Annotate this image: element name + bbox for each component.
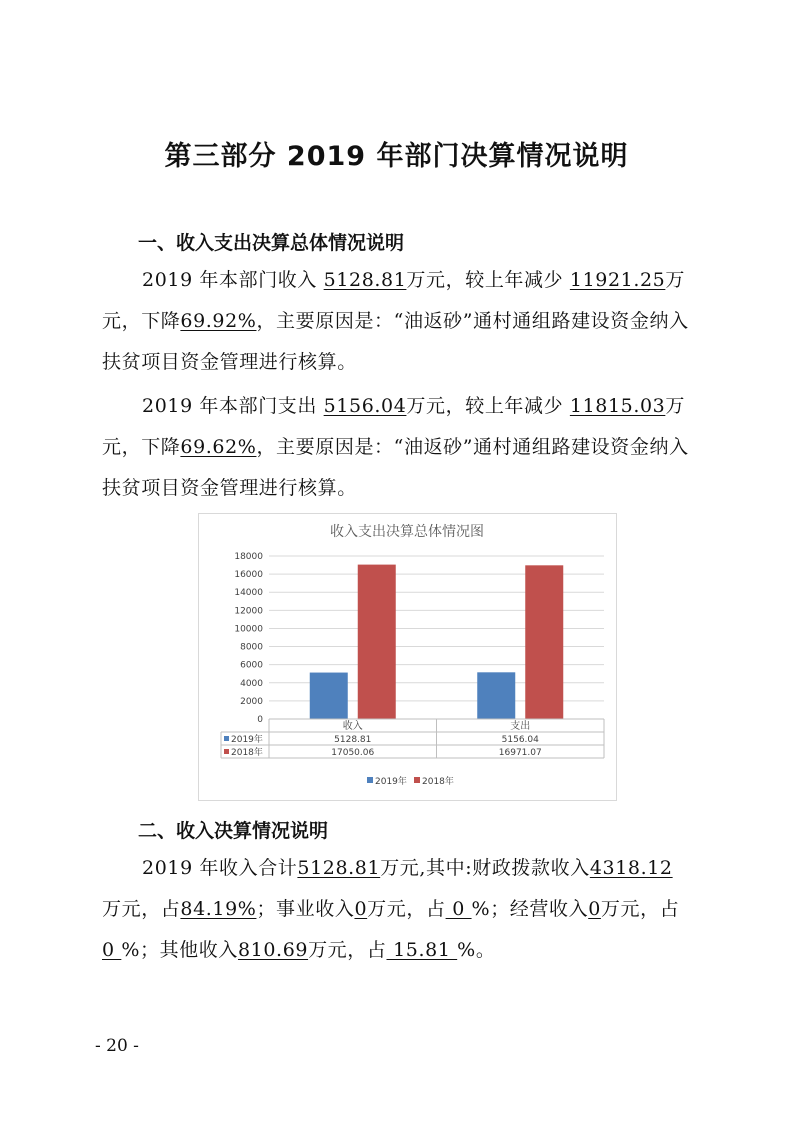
fiscal-allocation-share: 84.19% xyxy=(180,898,257,920)
section-1-heading: 一、收入支出决算总体情况说明 xyxy=(138,232,405,254)
text: 万元,其中:财政拨款收入 xyxy=(380,857,590,879)
income-expenditure-chart xyxy=(198,513,617,801)
expenditure-paragraph xyxy=(102,386,692,509)
text: 万元，下降 xyxy=(102,395,685,458)
chart-svg xyxy=(199,514,616,800)
text: 万元，占 xyxy=(367,898,446,920)
bar-2019年-支出 xyxy=(477,672,515,719)
page-title: 第三部分 2019 年部门决算情况说明 xyxy=(164,141,629,172)
expenditure-decrease-value: 11815.03 xyxy=(569,395,666,417)
y-tick-label: 18000 xyxy=(234,552,263,562)
business-income-value: 0 xyxy=(354,898,368,920)
other-income-value: 810.69 xyxy=(237,939,309,961)
y-tick-label: 0 xyxy=(257,715,263,725)
expenditure-decrease-rate: 69.62% xyxy=(180,436,257,458)
text: ，主要原因是：“油返砂”通村通组路建设资金纳入扶贫项目资金管理进行核算。 xyxy=(102,310,689,373)
bar-2018年-支出 xyxy=(525,565,563,719)
income-decrease-rate: 69.92% xyxy=(180,310,257,332)
data-table-value: 16971.07 xyxy=(498,748,542,758)
y-tick-label: 16000 xyxy=(234,570,263,581)
text: %；经营收入 xyxy=(471,898,589,920)
text: ，主要原因是：“油返砂”通村通组路建设资金纳入扶贫项目资金管理进行核算。 xyxy=(102,436,689,499)
data-table-value: 17050.06 xyxy=(331,748,375,758)
page-number: - 20 - xyxy=(95,1036,139,1056)
table-legend-key xyxy=(224,736,229,741)
operating-income-value: 0 xyxy=(588,898,601,920)
category-label: 支出 xyxy=(510,721,531,732)
y-tick-label: 14000 xyxy=(234,588,263,599)
text: 2019 年本部门支出 xyxy=(142,395,324,417)
text: 2019 年收入合计 xyxy=(142,857,298,879)
y-tick-label: 2000 xyxy=(240,696,263,707)
table-legend-key xyxy=(224,749,229,754)
text: 2019 年本部门收入 xyxy=(142,269,324,291)
text: 万元，下降 xyxy=(102,269,685,332)
expenditure-value: 5156.04 xyxy=(323,395,407,417)
section-2-heading: 二、收入决算情况说明 xyxy=(138,820,329,842)
table-series-label: 2018年 xyxy=(231,748,263,758)
operating-income-share: 0 xyxy=(102,939,122,961)
table-series-label: 2019年 xyxy=(231,735,263,745)
y-tick-label: 10000 xyxy=(234,624,263,635)
legend-key xyxy=(367,777,373,783)
total-income-value: 5128.81 xyxy=(297,857,381,879)
other-income-share: 15.81 xyxy=(386,939,458,961)
legend-key xyxy=(414,777,420,783)
chart-title: 收入支出决算总体情况图 xyxy=(330,524,484,540)
bar-2018年-收入 xyxy=(358,565,396,719)
text: 万元，占 xyxy=(600,898,680,920)
data-table-value: 5128.81 xyxy=(334,735,372,745)
text: 万元，较上年减少 xyxy=(406,269,570,291)
text: %。 xyxy=(457,939,496,961)
legend-label: 2018年 xyxy=(422,777,454,787)
fiscal-allocation-value: 4318.12 xyxy=(589,857,673,879)
y-tick-label: 4000 xyxy=(240,678,263,689)
category-label: 收入 xyxy=(342,721,363,732)
y-tick-label: 12000 xyxy=(234,606,263,617)
y-tick-label: 6000 xyxy=(240,660,263,671)
business-income-share: 0 xyxy=(445,898,472,920)
income-breakdown-paragraph xyxy=(102,848,692,971)
text: 万元，较上年减少 xyxy=(406,395,570,417)
text: 万元，占 xyxy=(308,939,387,961)
text: %；其他收入 xyxy=(121,939,238,961)
text: ；事业收入 xyxy=(256,898,355,920)
income-value: 5128.81 xyxy=(323,269,407,291)
text: 万元，占 xyxy=(102,898,181,920)
bar-2019年-收入 xyxy=(310,673,348,719)
y-tick-label: 8000 xyxy=(240,642,263,653)
data-table-value: 5156.04 xyxy=(501,735,539,745)
income-paragraph xyxy=(102,260,692,383)
income-decrease-value: 11921.25 xyxy=(569,269,666,291)
legend-label: 2019年 xyxy=(375,777,407,787)
